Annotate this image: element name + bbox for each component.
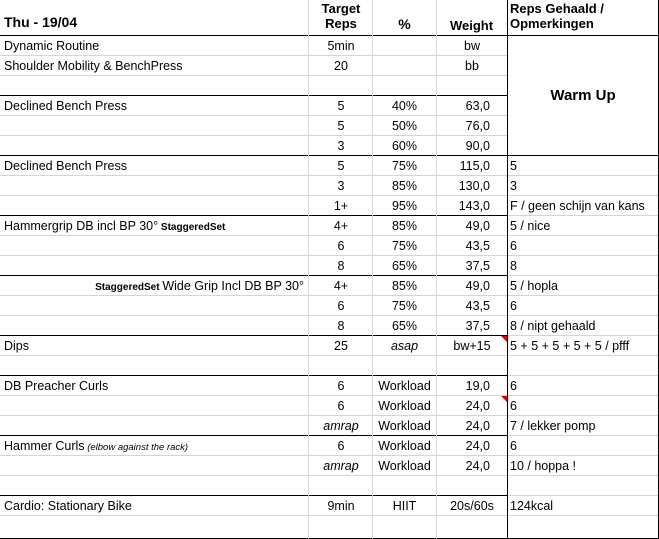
percent-cell[interactable]: 50% <box>391 119 418 133</box>
weight-cell[interactable]: 90,0 <box>465 139 490 153</box>
column-divider <box>372 0 373 539</box>
percent-cell[interactable]: 65% <box>391 259 418 273</box>
exercise-name-cell[interactable] <box>4 216 304 236</box>
comment-indicator-icon[interactable] <box>501 336 507 342</box>
percent-cell[interactable] <box>373 476 436 496</box>
remarks-cell[interactable] <box>510 356 658 376</box>
row-gridline <box>0 195 508 196</box>
remarks-cell[interactable]: 6 <box>510 399 517 413</box>
remarks-cell[interactable]: 5 + 5 + 5 + 5 + 5 / pfff <box>510 339 630 353</box>
remarks-cell[interactable]: 8 <box>510 259 517 273</box>
weight-cell[interactable] <box>436 476 490 496</box>
remarks-cell[interactable]: 124kcal <box>510 499 554 513</box>
percent-cell[interactable]: Workload <box>378 459 431 473</box>
target-reps-cell[interactable]: 8 <box>337 259 345 273</box>
percent-cell[interactable]: 75% <box>391 299 418 313</box>
target-reps-cell[interactable]: 3 <box>337 139 345 153</box>
warm-up-label[interactable]: Warm Up <box>550 87 616 104</box>
remarks-gridline <box>508 515 659 516</box>
weight-cell[interactable]: 43,5 <box>465 299 490 313</box>
staggered-set-tag: StaggeredSet <box>158 222 226 233</box>
row-gridline <box>0 515 508 516</box>
target-reps-cell[interactable]: 5 <box>337 119 345 133</box>
weight-cell[interactable]: 43,5 <box>465 239 490 253</box>
target-reps-cell[interactable]: 6 <box>337 379 345 393</box>
weight-cell[interactable]: bw <box>464 39 480 53</box>
remarks-cell[interactable] <box>510 476 658 496</box>
remarks-cell[interactable] <box>510 56 658 76</box>
remarks-cell[interactable]: 5 / nice <box>510 219 551 233</box>
percent-cell[interactable]: Workload <box>378 379 431 393</box>
exercise-name-cell[interactable] <box>4 436 304 456</box>
header-border <box>0 35 659 36</box>
percent-cell[interactable]: 65% <box>391 319 418 333</box>
remarks-gridline <box>508 475 659 476</box>
target-reps-cell[interactable] <box>310 476 372 496</box>
exercise-name-cell[interactable] <box>4 116 304 136</box>
weight-cell[interactable]: 37,5 <box>465 259 490 273</box>
exercise-name: Dips <box>4 339 30 353</box>
header-opmerkingen[interactable]: Opmerkingen <box>510 16 594 31</box>
exercise-name-cell[interactable] <box>4 496 304 516</box>
remarks-cell[interactable]: 6 <box>510 379 517 393</box>
percent-cell[interactable]: 85% <box>391 179 418 193</box>
weight-cell[interactable]: bw+15 <box>453 339 491 353</box>
remarks-gridline <box>508 355 659 356</box>
target-reps-cell[interactable]: 6 <box>337 399 345 413</box>
exercise-name: Hammergrip DB incl BP 30° <box>4 219 159 233</box>
weight-cell[interactable]: 49,0 <box>465 219 490 233</box>
remarks-cell[interactable]: F / geen schijn van kans <box>510 199 645 213</box>
exercise-name-cell[interactable] <box>4 396 304 416</box>
exercise-name-cell[interactable] <box>4 456 304 476</box>
percent-cell[interactable] <box>373 356 436 376</box>
row-gridline <box>0 255 508 256</box>
remarks-gridline <box>508 315 659 316</box>
target-reps-cell[interactable]: 4+ <box>333 279 349 293</box>
percent-cell[interactable]: 85% <box>391 219 418 233</box>
weight-cell[interactable]: 115,0 <box>459 159 490 173</box>
column-divider <box>308 0 309 539</box>
percent-cell[interactable]: 75% <box>391 239 418 253</box>
remarks-gridline <box>508 175 659 176</box>
exercise-name-cell[interactable] <box>4 296 304 316</box>
target-reps-cell[interactable]: amrap <box>323 459 359 473</box>
header-reps[interactable]: Reps <box>325 16 357 31</box>
row-gridline <box>0 355 508 356</box>
exercise-name: Declined Bench Press <box>4 99 127 113</box>
sheet-title[interactable]: Thu - 19/04 <box>4 14 78 30</box>
weight-cell[interactable]: bb <box>465 59 479 73</box>
exercise-note: (elbow against the rack) <box>84 442 189 453</box>
target-reps-cell[interactable]: 6 <box>337 439 345 453</box>
percent-cell[interactable]: HIIT <box>392 499 417 513</box>
exercise-name-cell[interactable] <box>4 316 304 336</box>
target-reps-cell[interactable]: 25 <box>334 339 348 353</box>
row-gridline <box>0 455 508 456</box>
section-border <box>0 495 508 496</box>
exercise-name-cell[interactable] <box>4 196 304 216</box>
exercise-name-cell[interactable] <box>4 176 304 196</box>
remarks-cell[interactable] <box>510 36 658 56</box>
section-border <box>0 155 508 156</box>
weight-cell[interactable]: 24,0 <box>465 459 490 473</box>
exercise-name-cell[interactable] <box>4 356 304 376</box>
weight-cell[interactable]: 143,0 <box>458 199 490 213</box>
remarks-cell[interactable]: 10 / hoppa ! <box>510 459 577 473</box>
exercise-name: DB Preacher Curls <box>4 379 109 393</box>
target-reps-cell[interactable]: 9min <box>327 499 355 513</box>
remarks-cell[interactable]: 8 / nipt gehaald <box>510 319 596 333</box>
percent-cell[interactable]: 60% <box>391 139 418 153</box>
exercise-name-cell[interactable] <box>4 376 304 396</box>
remarks-cell[interactable]: 7 / lekker pomp <box>510 419 596 433</box>
remarks-gridline <box>508 395 659 396</box>
exercise-name-cell[interactable] <box>4 76 304 96</box>
percent-cell[interactable]: Workload <box>378 419 431 433</box>
weight-cell[interactable]: 63,0 <box>465 99 490 113</box>
weight-cell[interactable]: 20s/60s <box>450 499 494 513</box>
exercise-name-cell[interactable] <box>4 236 304 256</box>
percent-cell[interactable]: 75% <box>391 159 418 173</box>
remarks-cell[interactable]: 6 <box>510 299 517 313</box>
exercise-name-cell[interactable] <box>4 56 304 76</box>
row-gridline <box>0 295 508 296</box>
percent-cell[interactable]: Workload <box>378 439 431 453</box>
remarks-gridline <box>508 435 659 436</box>
weight-cell[interactable] <box>436 76 490 96</box>
weight-cell[interactable]: 24,0 <box>465 439 490 453</box>
remarks-gridline <box>508 275 659 276</box>
remarks-column-border <box>507 0 508 539</box>
percent-cell[interactable] <box>373 36 436 56</box>
weight-cell[interactable]: 24,0 <box>465 419 490 433</box>
remarks-cell[interactable]: 5 <box>510 159 517 173</box>
remarks-cell[interactable]: 5 / hopla <box>510 279 558 293</box>
header-weight[interactable]: Weight <box>449 18 494 33</box>
exercise-name: Hammer Curls <box>4 439 85 453</box>
warm-up-border <box>508 155 659 156</box>
exercise-name-cell[interactable] <box>4 276 304 296</box>
target-reps-cell[interactable]: 5 <box>337 99 345 113</box>
remarks-cell[interactable]: 6 <box>510 439 517 453</box>
remarks-cell[interactable]: 3 <box>510 179 517 193</box>
row-gridline <box>0 415 508 416</box>
target-reps-cell[interactable]: 5min <box>327 39 355 53</box>
exercise-name: Shoulder Mobility & BenchPress <box>4 59 183 73</box>
row-gridline <box>0 175 508 176</box>
remarks-cell[interactable] <box>510 136 658 156</box>
target-reps-cell[interactable] <box>310 356 372 376</box>
comment-indicator-icon[interactable] <box>501 396 507 402</box>
header-percent[interactable]: % <box>398 16 411 32</box>
exercise-name: Declined Bench Press <box>4 159 127 173</box>
exercise-name-cell[interactable] <box>4 336 304 356</box>
section-border <box>0 435 508 436</box>
remarks-gridline <box>508 215 659 216</box>
exercise-name-cell[interactable] <box>4 416 304 436</box>
header-reps-gehaald[interactable]: Reps Gehaald / <box>510 1 604 16</box>
percent-cell[interactable]: Workload <box>378 399 431 413</box>
remarks-cell[interactable]: 6 <box>510 239 517 253</box>
target-reps-cell[interactable]: 6 <box>337 239 345 253</box>
row-gridline <box>0 395 508 396</box>
weight-cell[interactable]: 130,0 <box>458 179 490 193</box>
row-gridline <box>0 115 508 116</box>
remarks-cell[interactable] <box>510 76 658 96</box>
percent-cell[interactable]: 40% <box>391 99 418 113</box>
target-reps-cell[interactable]: 4+ <box>333 219 349 233</box>
remarks-gridline <box>508 235 659 236</box>
row-gridline <box>0 235 508 236</box>
section-border <box>0 215 508 216</box>
remarks-gridline <box>508 295 659 296</box>
percent-cell[interactable]: asap <box>390 339 419 353</box>
exercise-name-cell[interactable] <box>4 136 304 156</box>
weight-cell[interactable]: 37,5 <box>465 319 490 333</box>
remarks-gridline <box>508 255 659 256</box>
percent-cell[interactable]: 85% <box>391 279 418 293</box>
row-gridline <box>0 55 508 56</box>
exercise-name-cell[interactable] <box>4 256 304 276</box>
section-border <box>0 375 508 376</box>
target-reps-cell[interactable]: 3 <box>337 179 345 193</box>
exercise-name-cell[interactable] <box>4 476 304 496</box>
exercise-name-cell[interactable] <box>4 156 304 176</box>
target-reps-cell[interactable]: amrap <box>323 419 359 433</box>
section-border <box>0 95 508 96</box>
target-reps-cell[interactable]: 20 <box>334 59 348 73</box>
section-border <box>0 335 508 336</box>
remarks-gridline <box>508 495 659 496</box>
weight-cell[interactable]: 24,0 <box>465 399 490 413</box>
exercise-name: Wide Grip Incl DB BP 30° <box>162 279 304 293</box>
weight-cell[interactable]: 76,0 <box>465 119 490 133</box>
remarks-gridline <box>508 375 659 376</box>
remarks-cell[interactable] <box>510 96 658 116</box>
remarks-gridline <box>508 455 659 456</box>
row-gridline <box>0 475 508 476</box>
target-reps-cell[interactable]: 5 <box>337 159 345 173</box>
weight-cell[interactable]: 49,0 <box>465 279 490 293</box>
remarks-gridline <box>508 195 659 196</box>
target-reps-cell[interactable]: 8 <box>337 319 345 333</box>
remarks-cell[interactable] <box>510 116 658 136</box>
remarks-gridline <box>508 415 659 416</box>
percent-cell[interactable] <box>373 76 436 96</box>
exercise-name-cell[interactable] <box>4 36 304 56</box>
row-gridline <box>0 135 508 136</box>
exercise-name: Dynamic Routine <box>4 39 100 53</box>
remarks-gridline <box>508 335 659 336</box>
exercise-name: Cardio: Stationary Bike <box>4 499 132 513</box>
percent-cell[interactable] <box>373 56 436 76</box>
weight-cell[interactable] <box>436 356 490 376</box>
target-reps-cell[interactable]: 6 <box>337 299 345 313</box>
column-divider <box>436 0 437 539</box>
row-gridline <box>0 315 508 316</box>
header-target[interactable]: Target <box>321 1 361 16</box>
section-border <box>0 275 508 276</box>
target-reps-cell[interactable]: 1+ <box>333 199 349 213</box>
target-reps-cell[interactable] <box>310 76 372 96</box>
staggered-set-tag: StaggeredSet <box>95 282 163 293</box>
row-gridline <box>0 75 508 76</box>
percent-cell[interactable]: 95% <box>391 199 418 213</box>
exercise-name-cell[interactable] <box>4 96 304 116</box>
weight-cell[interactable]: 19,0 <box>465 379 490 393</box>
